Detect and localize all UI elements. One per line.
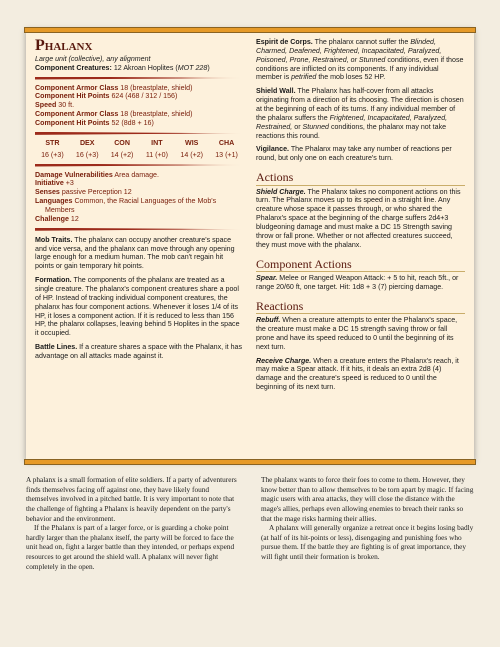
stat-line: Component Armor Class 18 (breastplate, shield)	[35, 83, 193, 92]
components-value: 12 Akroan Hoplites (	[113, 63, 178, 72]
ability-str: STR 16 (+3)	[41, 138, 64, 159]
prose-left-column	[26, 475, 239, 571]
components-source: MOT 228	[177, 63, 208, 72]
trait-espirit-de-corps: Espirit de Corps. The phalanx cannot suffer the Blinded, Charmed, Deafened, Frightened, Incapacitated, Paralyzed, Poisoned, Prone, Restrained, or Stunned conditions, even if those conditions are inflicted on its components. If any individual member is petrified the mob loses 52 HP.	[256, 38, 464, 82]
trait-vigilance: Vigilance. The Phalanx may take any number of reactions per round, but only one on each creature's turn.	[256, 145, 452, 163]
divider	[35, 164, 244, 167]
ability-scores	[35, 139, 244, 160]
ability-dex: DEX 16 (+3)	[75, 138, 99, 159]
stat-line: Component Armor Class 18 (breastplate, shield)	[35, 110, 193, 119]
component-creatures	[35, 64, 244, 73]
components-end: )	[207, 63, 210, 72]
stat-line: Speed 30 ft.	[35, 101, 75, 110]
monster-name: Phalanx	[35, 37, 93, 54]
paragraph: The phalanx wants to force their foes to come to them. However, they know better than to allow themselves to be torn apart by magic. If facing magic users with area attacks, they will close the distance with the mage's allies, perhaps even allowing enemies to breach their ranks so that the mage risks harming their allies.	[261, 475, 474, 523]
divider	[35, 228, 244, 231]
divider	[35, 77, 244, 80]
ability-cha: CHA 13 (+1)	[215, 138, 238, 159]
actions-header: Actions	[256, 170, 465, 185]
action-spear: Spear. Melee or Ranged Weapon Attack: + 5 to hit, reach 5ft., or range 20/60 ft, one target. Hit: 1d8 + 3 (7) piercing damage.	[256, 273, 459, 291]
detail-stats	[35, 171, 244, 224]
monster-subtitle: Large unit (collective), any alignment	[35, 54, 151, 63]
stat-block-right-column	[256, 36, 465, 458]
components-label: Component Creatures:	[35, 63, 112, 72]
paragraph: A phalanx will generally organize a retreat once it begins losing badly (at half of its hit-points or less), disengaging and punishing foes who pursue them. If the battle they are fighting is of great importance, they will fight until their formation is broken.	[261, 523, 474, 561]
body-prose	[26, 475, 474, 571]
action-shield-charge: Shield Charge. The Phalanx takes no component actions on this turn. The Phalanx moves up to its speed in a straight line. Any creature whose space it passes through, or who shared the Phalanx's space at the beginning of the charge suffers 2d4+3 bludgeoning damage and must make a DC 15 Strength saving throw or fall prone. Whether or not affected creatures succeed, they must move with the phalanx.	[256, 187, 461, 249]
stat-line: Component Hit Points 52 (8d8 + 16)	[35, 118, 154, 127]
trait-battle-lines: Battle Lines. If a creature shares a space with the Phalanx, it has advantage on all attacks made against it.	[35, 343, 243, 360]
trait-mob-traits: Mob Traits. The phalanx can occupy another creature's space and vice versa, and the phalanx can move through any opening large enough for a medium human. The mob can't regain hit points or gain temporary hit points.	[35, 235, 235, 271]
trait-shield-wall: Shield Wall. The Phalanx has half-cover from all attacks originating from a direction of its choosing. The direction is chosen at the beginning of each of its turns. If any individual member of the phalanx suffers the Frightened, Incapacitated, Paralyzed, Restrained, or Stunned conditions, the phalanx may not take reactions this round.	[256, 87, 464, 140]
trait-formation: Formation. The components of the phalanx are treated as a single creature. The phalanx's component creatures share a pool of HP. Instead of tracking individual component creatures, the phalanx has four component actions. Whenever it loses 1/4 of its HP, it loses a component action. If it is reduced to less than 156 HP, the phalanx collapses, leaving behind 5 Hoplites in the space it occupied.	[35, 276, 240, 338]
reaction-receive-charge: Receive Charge. When a creature enters the Phalanx's reach, it may make a Spear attack. If it hits, it deals an extra 2d8 (4) damage and the creature's speed is reduced to 0 until the beginning of its next turn.	[256, 356, 459, 392]
ability-int: INT 11 (+0)	[145, 138, 168, 159]
ability-con: CON 14 (+2)	[110, 138, 134, 159]
stat-line: Component Hit Points 624 (468 / 312 / 156)	[35, 92, 178, 101]
detail-line: Languages Common, the Racial Languages of the Mob's Members	[35, 197, 217, 214]
detail-line: Initiative +3	[35, 179, 74, 188]
stat-block-left-column	[35, 36, 244, 458]
paragraph: If the Phalanx is part of a larger force, or is guarding a choke point hardly larger than the phalanx itself, the party will be forced to face the unit head on, fight a larger battle than they intended, or perhaps expend resources to get around the shield wall. A phalanx will never fight completely in the open.	[26, 523, 235, 571]
component-actions-header: Component Actions	[256, 257, 465, 272]
paragraph: A phalanx is a small formation of elite soldiers. If a party of adventurers finds themselves facing off against one, they have likely found themselves involved in a pitched battle. It is very important to note that the challenge of fighting a Phalanx is heavily dependent on the party's behavior and the environment.	[26, 475, 237, 523]
detail-line: Senses passive Perception 12	[35, 188, 132, 197]
reaction-rebuff: Rebuff. When a creature attempts to enter the Phalanx's space, the creature must make a DC 15 strength saving throw or fall prone and have its speed reduced to 0 until the beginning of its next turn.	[256, 316, 458, 351]
divider	[35, 132, 244, 135]
stat-block	[26, 30, 474, 462]
detail-line: Damage Vulnerabilities Area damage.	[35, 170, 159, 179]
detail-line: Challenge 12	[35, 214, 79, 223]
reactions-header: Reactions	[256, 299, 465, 314]
prose-right-column	[261, 475, 474, 571]
core-stats	[35, 84, 244, 128]
ability-wis: WIS 14 (+2)	[180, 138, 204, 159]
